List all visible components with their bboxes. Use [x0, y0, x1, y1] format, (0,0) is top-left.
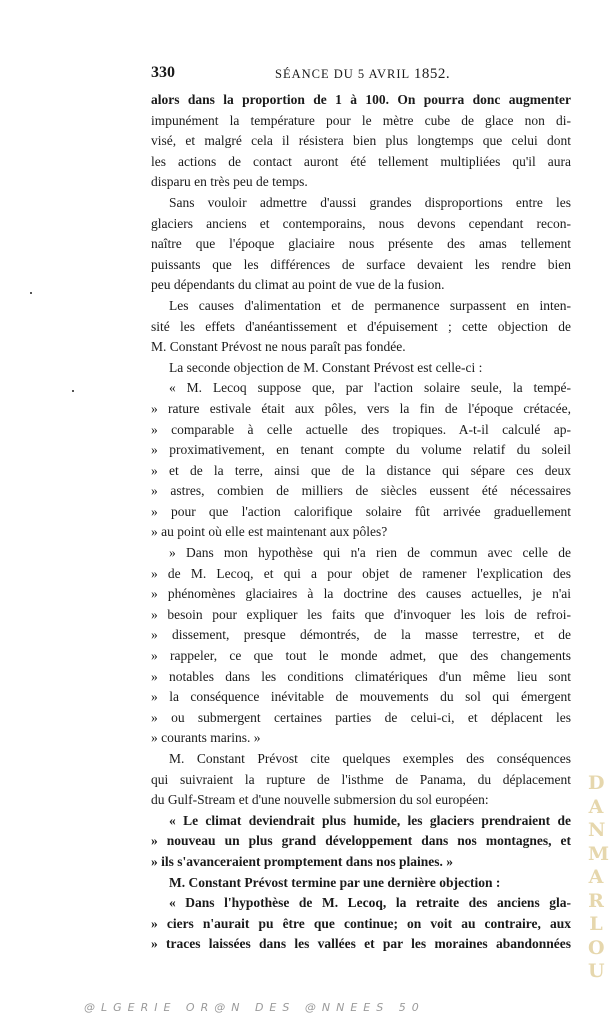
text-line: » Dans mon hypothèse qui n'a rien de commun avec celle de	[169, 545, 571, 561]
running-head	[275, 66, 450, 83]
text-line: » dissement, presque démontrés, de la masse terrestre, et de	[151, 627, 571, 643]
watermark-letter: A	[588, 866, 604, 888]
text-line: » nouveau un plus grand développement dans nos montagnes, et	[151, 833, 571, 849]
text-line: alors dans la proportion de 1 à 100. On pourra donc augmenter	[151, 92, 571, 107]
text-line: » de M. Lecoq, et qui a pour objet de ramener l'explication des	[151, 565, 571, 581]
text-line: » notables dans les conditions climatériques d'un même lieu sont	[151, 668, 571, 684]
watermark-letter: M	[588, 842, 610, 865]
margin-speck	[72, 390, 74, 392]
text-line: » rature estivale était aux pôles, vers la fin de l'époque crétacée,	[151, 400, 571, 416]
text-line: puissants que les différences de surface devaient les rendre bien	[151, 256, 571, 272]
text-line: glaciers anciens et contemporains, nous devons cependant recon-	[151, 215, 571, 231]
text-line: » ou submergent certaines parties de celui-ci, et déplacent les	[151, 709, 571, 725]
text-line: » astres, combien de milliers de siècles eussent été nécessaires	[151, 483, 571, 499]
watermark-letter: N	[588, 819, 606, 841]
running-head-year: 1852.	[413, 66, 451, 82]
text-line: Les causes d'alimentation et de permanence surpassent en inten-	[169, 297, 571, 313]
page-number: 330	[151, 64, 175, 81]
page-header	[151, 64, 568, 86]
text-line: « Dans l'hypothèse de M. Lecoq, la retraite des anciens gla-	[169, 895, 571, 911]
text-line: » ils s'avanceraient promptement dans nos plaines. »	[151, 853, 454, 869]
text-line: » traces laissées dans les vallées et par les moraines abandonnées	[151, 936, 571, 952]
text-line: « Le climat deviendrait plus humide, les glaciers prendraient de	[169, 812, 571, 828]
text-line: disparu en très peu de temps.	[151, 174, 308, 190]
text-line: La seconde objection de M. Constant Prévost est celle-ci :	[169, 359, 483, 375]
text-line: naître que l'époque glaciaire nous présente des amas tellement	[151, 236, 571, 252]
watermark-letter: O	[588, 936, 605, 959]
running-head-text: SÉANCE DU 5 AVRIL	[275, 67, 410, 81]
watermark-letter: D	[588, 772, 605, 794]
text-line: « M. Lecoq suppose que, par l'action solaire seule, la tempé-	[169, 380, 571, 396]
text-line: » la conséquence inévitable de mouvements du sol qui émergent	[151, 689, 571, 705]
text-line: du Gulf-Stream et d'une nouvelle submersion du sol européen:	[151, 792, 489, 808]
text-line: M. Constant Prévost termine par une dernière objection :	[169, 874, 501, 890]
text-line: M. Constant Prévost cite quelques exemples des conséquences	[169, 751, 571, 766]
text-line: » phénomènes glaciaires à la doctrine des causes actuelles, je n'ai	[151, 586, 571, 602]
text-line: visé, et malgré cela il résistera bien plus longtemps que celui dont	[151, 133, 571, 149]
text-line: Sans vouloir admettre d'aussi grandes disproportions entre les	[169, 194, 571, 210]
text-line: » besoin pour expliquer les faits que d'invoquer les lois de refroi-	[151, 606, 571, 622]
body-text	[151, 90, 571, 955]
watermark-letter: R	[588, 889, 604, 912]
watermark-vertical	[588, 772, 610, 984]
text-line: » proximativement, en tenant compte du volume relatif du soleil	[151, 442, 571, 458]
text-line: les actions de contact auront été tellement multipliées qu'il aura	[151, 153, 571, 169]
margin-speck	[30, 292, 32, 294]
text-line: M. Constant Prévost ne nous paraît pas fondée.	[151, 339, 406, 355]
text-line: » ciers n'aurait pu être que continue; on voit au contraire, aux	[151, 915, 571, 931]
text-line: peu dépendants du climat au point de vue de la fusion.	[151, 277, 445, 293]
watermark-letter: A	[588, 795, 604, 818]
watermark-bottom: @LGERIE OR@N DES @NNEES 50	[84, 1001, 425, 1014]
text-line: qui suivraient la rupture de l'isthme de Panama, du déplacement	[151, 771, 571, 787]
text-line: sité les effets d'anéantissement et d'épuisement ; cette objection de	[151, 318, 571, 334]
text-line: » et de la terre, ainsi que de la distance qui sépare ces deux	[151, 462, 571, 478]
text-line: impunément la température pour le mètre cube de glace non di-	[151, 112, 571, 128]
text-line: » courants marins. »	[151, 730, 261, 746]
text-line: » comparable à celle actuelle des tropiques. A-t-il calculé ap-	[151, 421, 571, 437]
watermark-letter: U	[588, 960, 605, 982]
text-line: » pour que l'action calorifique solaire fût arrivée graduellement	[151, 503, 571, 519]
text-line: » au point où elle est maintenant aux pôles?	[151, 524, 388, 540]
watermark-letter: L	[589, 913, 603, 935]
text-line: » rappeler, ce que tout le monde admet, que des changements	[151, 648, 571, 664]
